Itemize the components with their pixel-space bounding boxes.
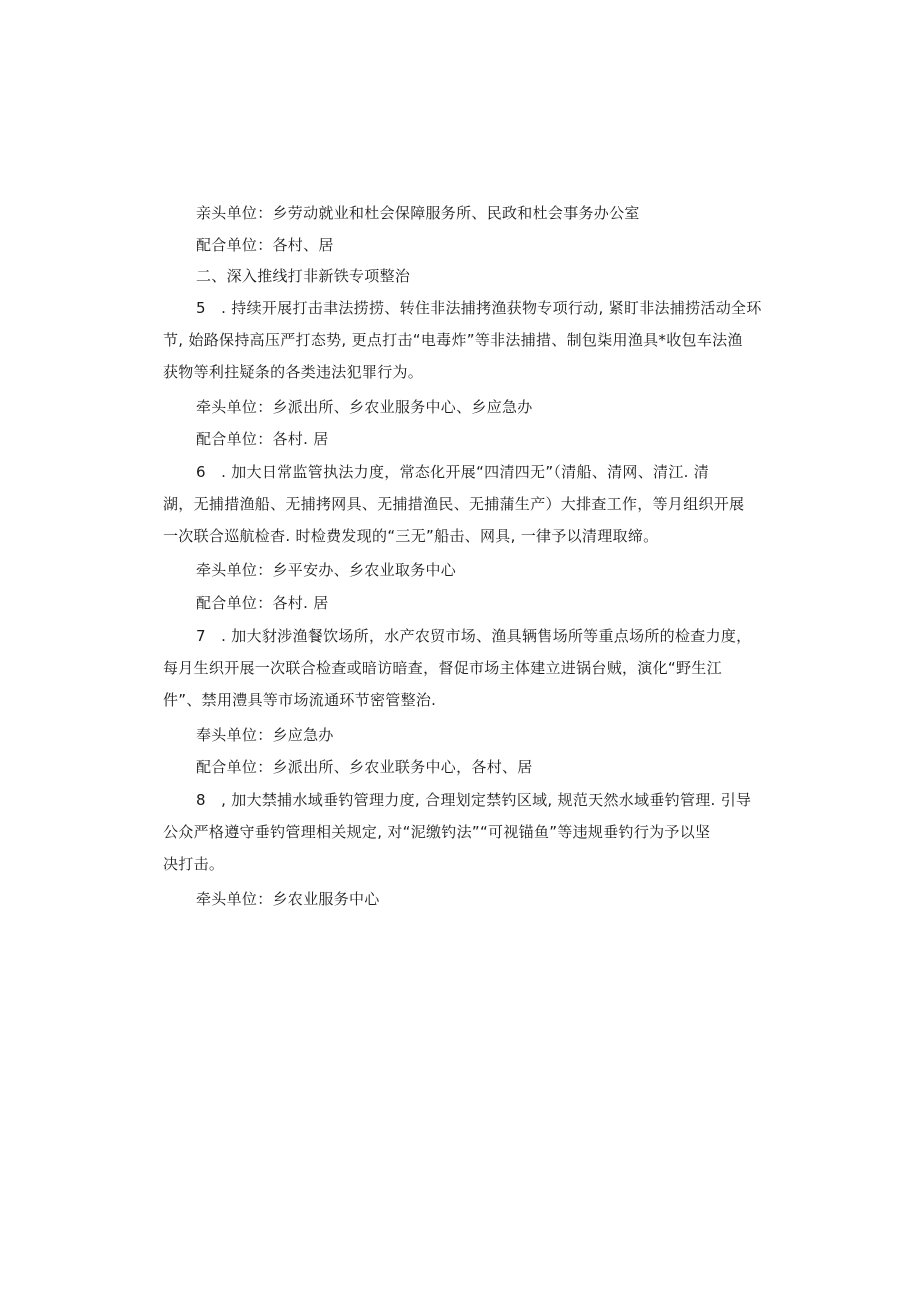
item-7-paragraph-line-3: 件”、禁用澧具等市场流通环节密管整治. <box>163 691 437 709</box>
item-8-paragraph-line-3: 决打击。 <box>163 855 225 873</box>
item-6-paragraph-line-3: 一次联合巡航检杳. 时检费发现的“三无”船击、网具, 一律予以清理取缔。 <box>163 527 659 545</box>
item-6-support-unit: 配合单位：各村. 居 <box>196 594 329 612</box>
item-5-paragraph-line-1: 5 . 持续开展打击聿法捞捞、转住非法捕拷渔获物专项行动, 紧盯非法捕捞活动全环 <box>196 299 762 317</box>
item-5-lead-unit: 牵头单位：乡派出所、乡农业服务中心、乡应急办 <box>196 398 533 416</box>
item-6-lead-unit: 牵头单位：乡平安办、乡农业取务中心 <box>196 561 457 579</box>
item-5-support-unit: 配合单位：各村. 居 <box>196 430 329 448</box>
item-5-paragraph-line-3: 获物等利拄疑条的各类违法犯罪行为。 <box>163 363 424 381</box>
item-8-lead-unit: 牵头单位：乡农业服务中心 <box>196 890 380 908</box>
item-7-lead-unit: 奉头单位：乡应急办 <box>196 726 334 744</box>
item-7-paragraph-line-2: 每月生织开展一次联合检查或暗访暗查，督促市场主体建立进锅台贼，演化“野生江 <box>163 659 722 677</box>
item-7-paragraph-line-1: 7 . 加大豺涉渔餐饮场所，水产农贸市场、渔具辆售场所等重点场所的检查力度， <box>196 627 752 645</box>
item-5-paragraph-line-2: 节, 始路保持高压严打态势, 更点打击“电毒炸”等非法捕措、制包柒用渔具*收包车法渔 <box>163 331 743 349</box>
item-6-paragraph-line-1: 6 . 加大日常监管执法力度，常态化开展“四清四无”（清船、清网、清江. 清 <box>196 463 710 481</box>
item-7-support-unit: 配合单位：乡派出所、乡农业联务中心，各村、居 <box>196 758 533 776</box>
section-heading: 二、深入推线打非新铁专项整治 <box>196 267 411 285</box>
item-6-paragraph-line-2: 湖，无捕措渔船、无捕拷网具、无捕措渔民、无捕蒲生产）大排查工作，等月组织开展 <box>163 495 745 513</box>
support-unit-line: 配合单位：各村、居 <box>196 236 334 254</box>
item-8-paragraph-line-2: 公众严格遵守垂钓管理相关规定, 对“泥缴钓法”“可视锚鱼”等违规垂钓行为予以坚 <box>163 823 711 841</box>
lead-unit-line: 亲头单位：乡劳动就业和杜会保障服务所、民政和杜会事务办公室 <box>196 204 640 222</box>
item-8-paragraph-line-1: 8 , 加大禁捕水域垂钓管理力度, 合理划定禁钓区域, 规范天然水域垂钓管理. 引导 <box>196 791 752 809</box>
